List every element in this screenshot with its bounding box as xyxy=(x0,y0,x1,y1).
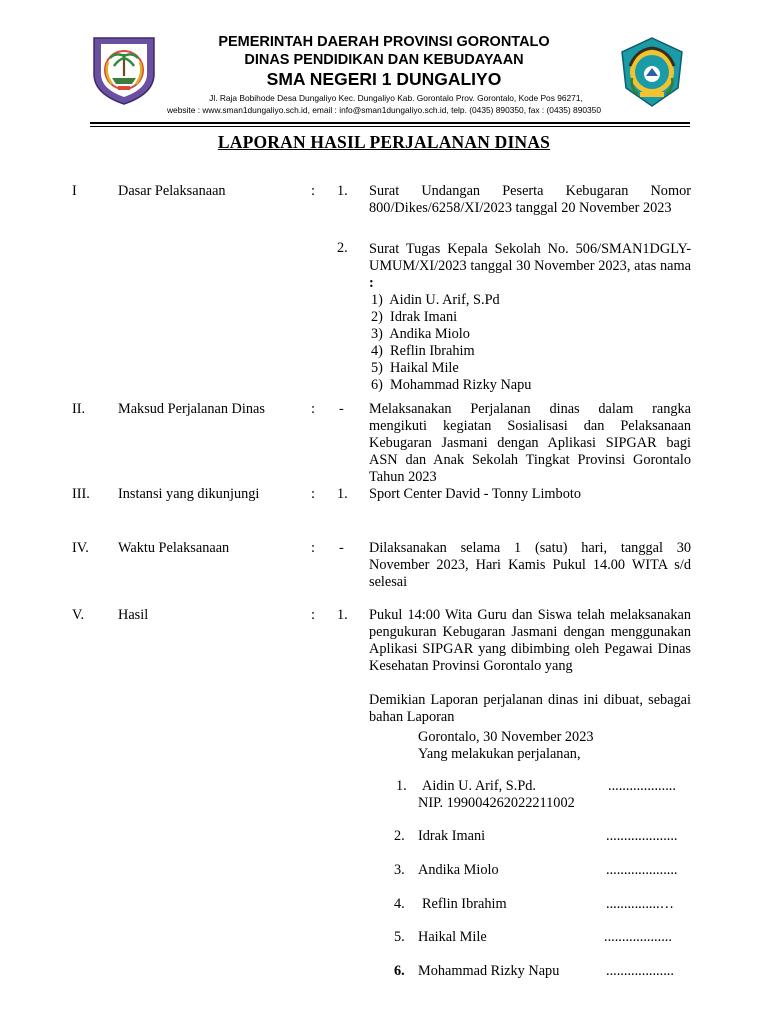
header-address: Jl. Raja Bobihode Desa Dungaliyo Kec. Dungaliyo Kab. Gorontalo Prov. Gorontalo, Kode Pos 96271, xyxy=(209,93,583,103)
closing-statement: Demikian Laporan perjalanan dinas ini dibuat, sebagai bahan Laporan xyxy=(369,692,691,725)
signer-1-nip: NIP. 199004262022211002 xyxy=(418,795,575,811)
section-1-item-1-text: Surat Undangan Peserta Kebugaran Nomor 800/Dikes/6258/XI/2023 tanggal 20 November 2023 xyxy=(369,183,691,216)
section-1-item-2-text: Surat Tugas Kepala Sekolah No. 506/SMAN1DGLY-UMUM/XI/2023 tanggal 30 November 2023, atas nama : xyxy=(369,241,691,291)
section-5-number: V. xyxy=(72,607,85,623)
signer-5-signature-line: ................... xyxy=(604,929,672,945)
section-1-item-1-number: 1. xyxy=(337,183,348,199)
signer-4-name: Reflin Ibrahim xyxy=(422,896,507,912)
place-date: Gorontalo, 30 November 2023 xyxy=(418,729,594,745)
signer-6-name: Mohammad Rizky Napu xyxy=(418,963,560,979)
header-school-name: SMA NEGERI 1 DUNGALIYO xyxy=(266,69,502,89)
header-contact: website : www.sman1dungaliyo.sch.id, email : info@sman1dungaliyo.sch.id, telp. (0435) 890350, fax : (0435) 890350 xyxy=(166,105,601,115)
section-4-text: Dilaksanakan selama 1 (satu) hari, tanggal 30 November 2023, Hari Kamis Pukul 14.00 WITA s/d selesai xyxy=(369,540,691,590)
signer-1-number: 1. xyxy=(396,778,407,794)
section-1-colon: : xyxy=(311,183,315,199)
signer-2-number: 2. xyxy=(394,828,405,844)
signer-1-name: Aidin U. Arif, S.Pd. xyxy=(422,778,536,794)
assigned-name-6: 6) Mohammad Rizky Napu xyxy=(371,377,532,393)
section-5-colon: : xyxy=(311,607,315,623)
section-3-item-number: 1. xyxy=(337,486,348,502)
section-4-dash: - xyxy=(339,540,344,556)
assigned-name-2: 2) Idrak Imani xyxy=(371,309,458,325)
section-1-label: Dasar Pelaksanaan xyxy=(118,183,226,199)
section-5-item-number: 1. xyxy=(337,607,348,623)
signer-3-signature-line: .................... xyxy=(606,862,678,878)
signer-4-number: 4. xyxy=(394,896,405,912)
section-3-colon: : xyxy=(311,486,315,502)
section-2-number: II. xyxy=(72,401,86,417)
signer-3-name: Andika Miolo xyxy=(418,862,499,878)
section-3-number: III. xyxy=(72,486,90,502)
section-2-dash: - xyxy=(339,401,344,417)
section-1-item-2-number: 2. xyxy=(337,240,348,256)
signer-2-signature-line: .................... xyxy=(606,828,678,844)
section-4-number: IV. xyxy=(72,540,89,556)
signature-caption: Yang melakukan perjalanan, xyxy=(418,746,581,762)
section-2-colon: : xyxy=(311,401,315,417)
assigned-name-4: 4) Reflin Ibrahim xyxy=(371,343,475,359)
document-title: LAPORAN HASIL PERJALANAN DINAS xyxy=(217,132,551,152)
header-rule-thin xyxy=(90,126,690,127)
assigned-name-3: 3) Andika Miolo xyxy=(371,326,470,342)
section-4-label: Waktu Pelaksanaan xyxy=(118,540,230,556)
section-3-label: Instansi yang dikunjungi xyxy=(118,486,260,502)
signer-3-number: 3. xyxy=(394,862,405,878)
section-2-text: Melaksanakan Perjalanan dinas dalam rangka mengikuti kegiatan Sosialisasi dan Pelaksanaan Kebugaran Jasmani dengan Aplikasi SIPGAR bagi ASN dan Anak Sekolah Tingkat Provinsi Gorontalo Tahun 2023 xyxy=(369,401,691,485)
signer-1-signature-line: ................... xyxy=(608,778,676,794)
section-3-text: Sport Center David - Tonny Limboto xyxy=(369,486,581,502)
section-5-label: Hasil xyxy=(118,607,149,623)
signer-6-number: 6. xyxy=(394,963,405,979)
header-line-2: DINAS PENDIDIKAN DAN KEBUDAYAAN xyxy=(244,52,524,68)
section-2-label: Maksud Perjalanan Dinas xyxy=(118,401,265,417)
signer-6-signature-line: ................... xyxy=(606,963,674,979)
header-line-1: PEMERINTAH DAERAH PROVINSI GORONTALO xyxy=(218,34,550,50)
signer-5-name: Haikal Mile xyxy=(418,929,487,945)
section-1-number: I xyxy=(72,183,77,199)
section-4-colon: : xyxy=(311,540,315,556)
signer-5-number: 5. xyxy=(394,929,405,945)
signer-4-signature-line: ...............… xyxy=(606,896,674,912)
assigned-name-5: 5) Haikal Mile xyxy=(371,360,459,376)
signer-2-name: Idrak Imani xyxy=(418,828,486,844)
section-5-text: Pukul 14:00 Wita Guru dan Siswa telah melaksanakan pengukuran Kebugaran Jasmani dengan menggunakan Aplikasi SIPGAR yang dibimbing oleh Pegawai Dinas Kesehatan Provinsi Gorontalo yang xyxy=(369,607,691,674)
assigned-name-1: 1) Aidin U. Arif, S.Pd xyxy=(371,292,500,308)
header-rule-thick xyxy=(90,122,690,124)
